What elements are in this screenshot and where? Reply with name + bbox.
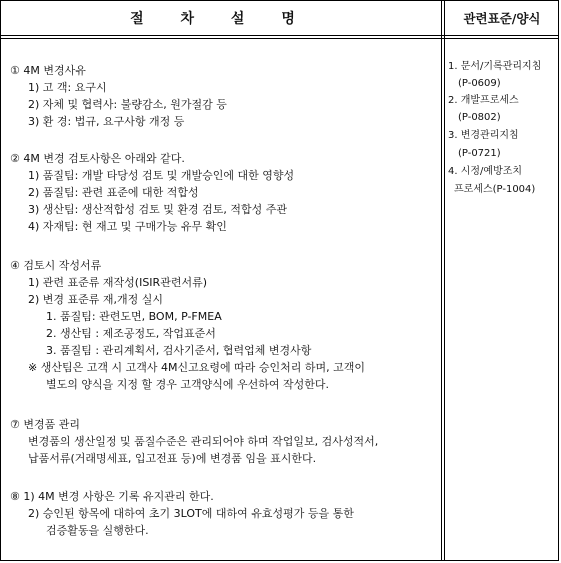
related-ref-code: (P-0609) [458, 78, 501, 89]
section-5-item: 2) 승인된 항목에 대하여 초기 3LOT에 대하여 유효성평가 등을 통한 [28, 507, 354, 520]
section-2-item: 3) 생산팀: 생산적합성 검토 및 환경 검토, 적합성 주관 [28, 203, 287, 216]
related-ref-code: 프로세스(P-1004) [454, 184, 536, 195]
section-3-subitem: 1. 품질팀: 관련도면, BOM, P-FMEA [46, 310, 222, 323]
section-3-note: ※ 생산팀은 고객 시 고객사 4M신고요령에 따라 승인처리 하며, 고객이 [28, 361, 365, 374]
section-4-text: 변경품의 생산일정 및 품질수준은 관리되어야 하며 작업일보, 검사성적서, [28, 435, 379, 448]
header-divider [0, 35, 559, 36]
section-3-item: 1) 관련 표준류 재작성(ISIR관련서류) [28, 276, 207, 289]
section-3-subitem: 2. 생산팀 : 제조공정도, 작업표준서 [46, 327, 216, 340]
related-ref-item: 1. 문서/기록관리지침 [448, 61, 542, 72]
column-divider-double [444, 0, 445, 561]
related-ref-item: 2. 개발프로세스 [448, 95, 519, 106]
section-5-item-cont: 검증활동을 실행한다. [46, 524, 149, 537]
procedure-header: 절 차 설 명 [130, 10, 311, 27]
related-ref-item: 3. 변경관리지침 [448, 130, 519, 141]
related-ref-code: (P-0721) [458, 148, 501, 159]
section-3-subitem: 3. 품질팀 : 관리계획서, 검사기준서, 협력업체 변경사항 [46, 344, 312, 357]
section-4-title: ⑦ 변경품 관리 [10, 418, 80, 431]
section-3-note-cont: 별도의 양식을 지정 할 경우 고객양식에 우선하여 작성한다. [46, 378, 329, 391]
section-2-item: 1) 품질팀: 개발 타당성 검토 및 개발승인에 대한 영향성 [28, 169, 295, 182]
section-3-title: ④ 검토시 작성서류 [10, 259, 102, 272]
section-1-title: ① 4M 변경사유 [10, 64, 86, 77]
section-3-item: 2) 변경 표준류 재,개정 실시 [28, 293, 164, 306]
section-2-item: 2) 품질팀: 관련 표준에 대한 적합성 [28, 186, 199, 199]
section-5-title: ⑧ 1) 4M 변경 사항은 기록 유지관리 한다. [10, 490, 214, 503]
section-1-item: 3) 환 경: 법규, 요구사항 개정 등 [28, 115, 185, 128]
header-divider-double [0, 38, 559, 39]
section-1-item: 2) 자체 및 협력사: 불량감소, 원가절감 등 [28, 98, 227, 111]
related-ref-code: (P-0802) [458, 112, 501, 123]
section-1-item: 1) 고 객: 요구시 [28, 81, 107, 94]
section-2-item: 4) 자재팀: 현 재고 및 구매가능 유무 확인 [28, 220, 227, 233]
related-ref-item: 4. 시정/예방조치 [448, 166, 523, 177]
column-divider [441, 0, 442, 561]
related-standards-header: 관련표준/양식 [463, 10, 541, 26]
section-2-title: ② 4M 변경 검토사항은 아래와 같다. [10, 152, 185, 165]
section-4-text: 납품서류(거래명세표, 입고전표 등)에 변경품 임을 표시한다. [28, 452, 317, 465]
